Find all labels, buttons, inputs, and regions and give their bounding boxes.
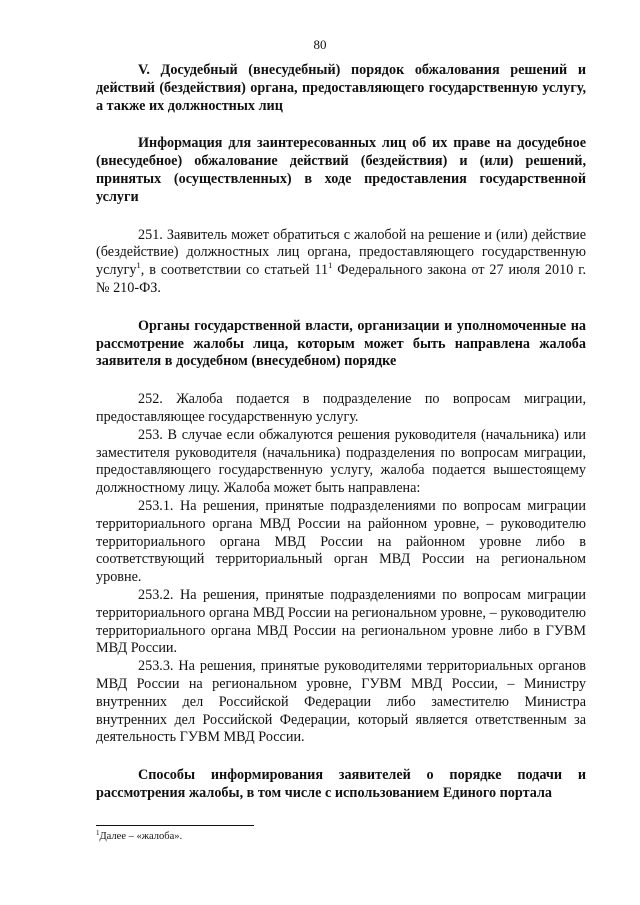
footnote-text: Далее – «жалоба». (99, 831, 183, 842)
footnote-mark: 1 (96, 829, 100, 837)
paragraph-251-text-c: Федерального закона от 27 июля 2010 г. № 210-ФЗ. (96, 262, 586, 296)
footnote (96, 831, 586, 843)
paragraph-251-text-b: , в соответствии со статьей 11 (140, 262, 329, 279)
paragraph-251-text-a: 251. Заявитель может обратиться с жалобой на решение и (или) действие (бездействие) должностных лиц органа, предоставляющего государственную услугу (96, 226, 586, 279)
subheading-authorities: Органы государственной власти, организации и уполномоченные на рассмотрение жалобы лица, которым может быть направлена жалоба заявителя в досудебном (внесудебном) порядке (96, 317, 586, 370)
paragraph-253-3: 253.3. На решения, принятые руководителями территориальных органов МВД России на региональном уровне, ГУВМ МВД России, – Министру внутренних дел Российской Федерации либо заместителю Министра внутренних дел Российской Федерации, который является ответственным за деятельность ГУВМ МВД России. (96, 658, 586, 746)
footnote-reference: 1 (136, 260, 141, 271)
footnote-divider (96, 825, 254, 826)
page-number: 80 (313, 37, 327, 52)
subheading-appeal-right: Информация для заинтересованных лиц об их праве на досудебное (внесудебное) обжалование действий (бездействия) и (или) решений, принятых (осуществленных) в ходе предоставления государственной услуги (96, 135, 586, 205)
paragraph-251 (96, 227, 586, 298)
article-superscript: 1 (328, 260, 333, 271)
section-title: V. Досудебный (внесудебный) порядок обжалования решений и действий (бездействия) органа, предоставляющего государственную услугу, а также их должностных лиц (96, 62, 586, 114)
paragraph-253-1: 253.1. На решения, принятые подразделениями по вопросам миграции территориального органа МВД России на районном уровне, – руководителю территориального органа МВД России на районном уровне либо в соответствующий территориальный орган МВД России на региональном уровне. (96, 497, 586, 586)
paragraph-253-2: 253.2. На решения, принятые подразделениями по вопросам миграции территориального органа МВД России на региональном уровне, – руководителю территориального органа МВД России на региональном уровне либо в ГУВМ МВД России. (96, 586, 586, 657)
subheading-informing-methods: Способы информирования заявителей о порядке подачи и рассмотрения жалобы, в том числе с использованием Единого портала (96, 767, 586, 801)
page-content (96, 62, 586, 803)
paragraph-253: 253. В случае если обжалуются решения руководителя (начальника) или заместителя руководителя (начальника) подразделения по вопросам миграции, предоставляющего государственную услугу, жалоба подается вышестоящему должностному лицу. Жалоба может быть направлена: (96, 426, 586, 497)
paragraph-252: 252. Жалоба подается в подразделение по вопросам миграции, предоставляющее государственную услугу. (96, 391, 586, 425)
